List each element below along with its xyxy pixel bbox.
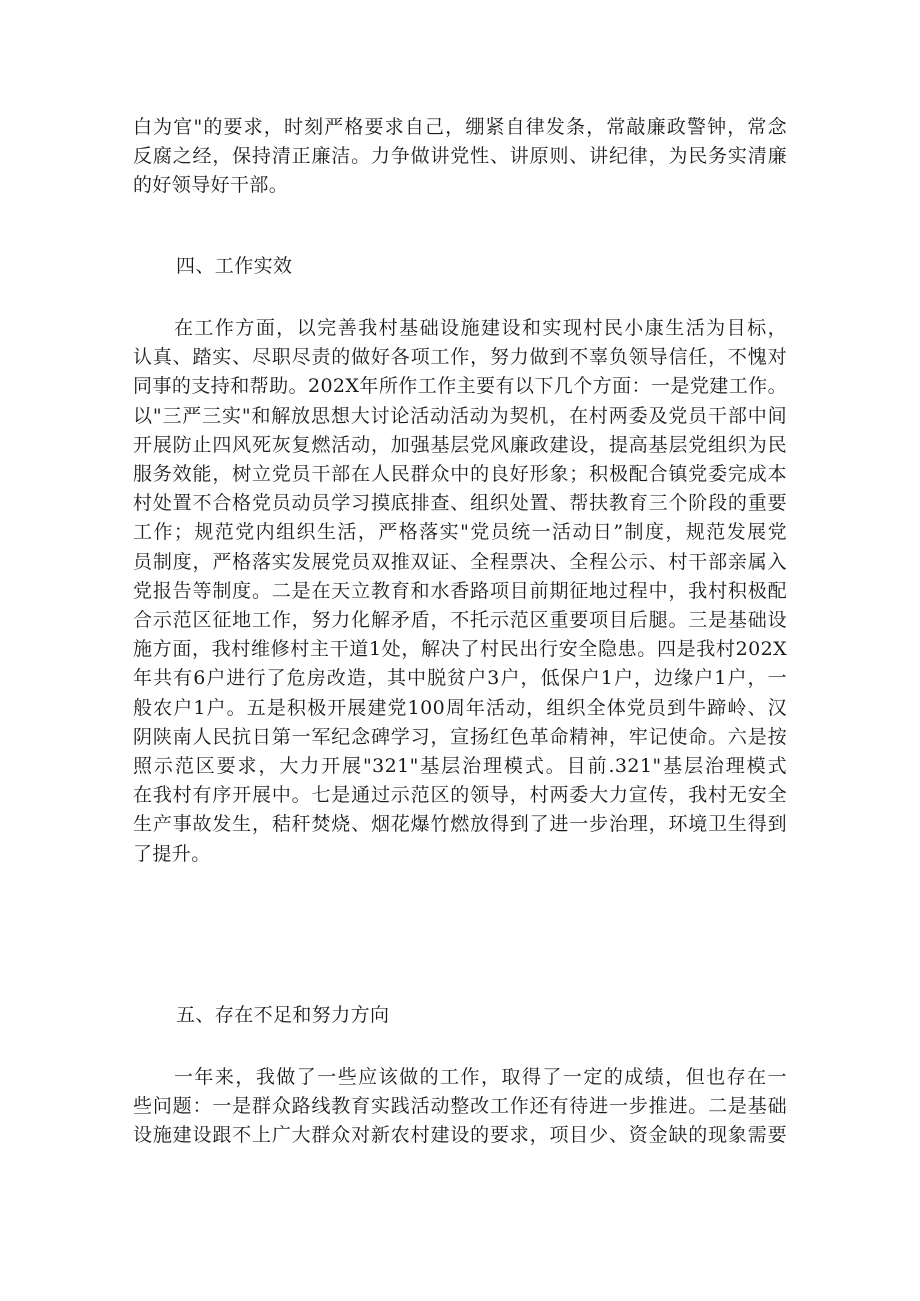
paragraph-shortcomings: [133, 1063, 787, 1151]
text-line: 的好领导好干部。: [133, 174, 289, 197]
paragraph-work-results: [133, 314, 787, 869]
text-line: 同事的支持和帮助。202X年所作工作主要有以下几个方面：一是党建工作。: [133, 375, 787, 398]
text-line: 党报告等制度。二是在天立教育和水香路项目前期征地过程中，我村积极配: [133, 579, 787, 602]
text-line: 施方面，我村维修村主干道1处，解决了村民出行安全隐患。四是我村202X: [133, 638, 787, 661]
paragraph-integrity: [133, 113, 787, 201]
text-line: 以"三严三实"和解放思想大讨论活动活动为契机，在村两委及党员干部中间: [133, 404, 787, 427]
text-line: 设施建设跟不上广大群众对新农村建设的要求，项目少、资金缺的现象需要: [133, 1124, 787, 1147]
text-line: 些问题：一是群众路线教育实践活动整改工作还有待进一步推进。二是基础: [133, 1095, 787, 1118]
text-line: 服务效能，树立党员干部在人民群众中的良好形象；积极配合镇党委完成本: [133, 463, 787, 486]
section-heading-shortcomings: 五、存在不足和努力方向: [176, 1004, 390, 1026]
text-line: 阴陕南人民抗日第一军纪念碑学习，宣扬红色革命精神，牢记使命。六是按: [133, 725, 787, 748]
text-line: 反腐之经，保持清正廉洁。力争做讲党性、讲原则、讲纪律，为民务实清廉: [133, 145, 787, 168]
text-line: 工作；规范党内组织生活，严格落实"党员统一活动日”制度，规范发展党: [133, 521, 787, 544]
text-line: 年共有6户进行了危房改造，其中脱贫户3户，低保户1户，边缘户1户，一: [133, 667, 787, 690]
section-heading-work-results: 四、工作实效: [176, 255, 293, 277]
text-line: 开展防止四风死灰复燃活动，加强基层党风廉政建设，提高基层党组织为民: [133, 433, 787, 456]
text-line: 认真、踏实、尽职尽责的做好各项工作，努力做到不辜负领导信任，不愧对: [133, 346, 787, 369]
text-line: 合示范区征地工作，努力化解矛盾，不托示范区重要项目后腿。三是基础设: [133, 609, 787, 632]
text-line: 员制度，严格落实发展党员双推双证、全程票决、全程公示、村干部亲属入: [133, 550, 787, 573]
text-line: 白为官"的要求，时刻严格要求自己，绷紧自律发条，常敲廉政警钟，常念: [133, 116, 787, 138]
text-line: 生产事故发生，秸秆焚烧、烟花爆竹燃放得到了进一步治理，环境卫生得到: [133, 813, 787, 836]
text-line: 一年来，我做了一些应该做的工作，取得了一定的成绩，但也存在一: [133, 1066, 787, 1088]
text-line: 在工作方面，以完善我村基础设施建设和实现村民小康生活为目标，: [133, 317, 787, 339]
text-line: 照示范区要求，大力开展"321"基层治理模式。目前.321"基层治理模式: [133, 755, 787, 778]
text-line: 在我村有序开展中。七是通过示范区的领导，村两委大力宣传，我村无安全: [133, 784, 787, 807]
text-line: 村处置不合格党员动员学习摸底排查、组织处置、帮扶教育三个阶段的重要: [133, 492, 787, 515]
text-line: 般农户1户。五是积极开展建党100周年活动，组织全体党员到牛蹄岭、汉: [133, 696, 787, 719]
text-line: 了提升。: [133, 842, 211, 865]
